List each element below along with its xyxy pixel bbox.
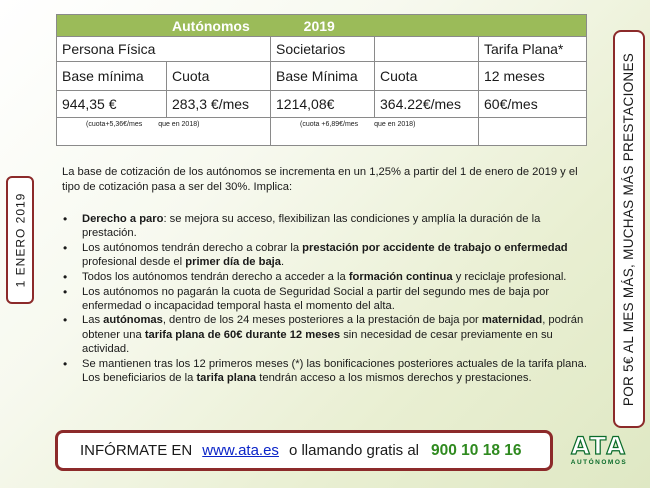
bullet-text: , dentro de los 24 meses posteriores a la prestación de baja por — [162, 314, 482, 327]
list-item — [62, 270, 587, 284]
note-persona-b: que en 2018) — [158, 121, 200, 128]
list-item — [62, 357, 587, 385]
note-societarios — [271, 118, 479, 146]
col-base-minima-persona: Base mínima — [57, 62, 167, 91]
col-meses: 12 meses — [479, 62, 587, 91]
val-base-persona: 944,35 € — [57, 91, 167, 118]
note-societarios-b: que en 2018) — [374, 121, 416, 128]
table-row — [57, 37, 587, 62]
list-item — [62, 313, 587, 356]
note-societarios-a: (cuota +6,89€/mes — [300, 121, 359, 128]
bullet-bold: prestación por accidente de trabajo o enfermedad — [302, 241, 568, 254]
bullet-text: Los autónomos no pagarán la cuota de Seguridad Social a partir del segundo mes de baja por enfermedad o incapacidad temporal hasta el momento del alta. — [82, 285, 550, 312]
val-base-societarios: 1214,08€ — [271, 91, 375, 118]
group-persona-fisica: Persona Física — [57, 37, 271, 62]
bullet-text: profesional desde el — [82, 256, 186, 269]
val-tarifa-plana: 60€/mes — [479, 91, 587, 118]
info-footer — [55, 430, 553, 471]
date-side-box — [6, 176, 34, 304]
date-label: 1 ENERO 2019 — [13, 192, 27, 288]
val-cuota-societarios: 364.22€/mes — [375, 91, 479, 118]
slogan-side-box — [613, 30, 645, 428]
list-item — [62, 212, 587, 240]
table-header — [57, 15, 587, 37]
footer-mid: o llamando gratis al — [288, 442, 420, 459]
contribution-table — [56, 14, 587, 146]
group-societarios: Societarios — [271, 37, 375, 62]
bullet-bold: tarifa plana — [196, 371, 257, 384]
website-link[interactable]: www.ata.es — [202, 442, 279, 459]
note-persona-a: (cuota+5,36€/mes — [86, 121, 143, 128]
list-item — [62, 241, 587, 269]
logo-mark: ATA — [571, 432, 627, 460]
bullet-text: sin necesidad de cesar previamente en su actividad. — [82, 328, 553, 355]
bullet-bold: autónomas — [103, 314, 163, 327]
table-title: Autónomos — [172, 17, 250, 34]
col-cuota-persona: Cuota — [167, 62, 271, 91]
bullet-bold: primer día de baja — [185, 256, 281, 269]
footer-pre: INFÓRMATE EN — [80, 442, 193, 459]
phone-number: 900 10 18 16 — [431, 441, 522, 459]
bullet-bold: formación continua — [348, 270, 453, 283]
bullet-bold: tarifa plana de 60€ durante 12 meses — [144, 328, 341, 341]
col-base-minima-societarios: Base Mínima — [271, 62, 375, 91]
logo-subtitle: AUTÓNOMOS — [570, 459, 628, 466]
bullet-text: , podrán obtener una — [82, 314, 584, 341]
bullet-bold: maternidad — [481, 314, 543, 327]
group-tarifa-plana: Tarifa Plana* — [479, 37, 587, 62]
bullet-bold: Derecho a paro — [82, 213, 164, 225]
table-row — [57, 91, 587, 118]
bullet-text: Todos los autónomos tendrán derecho a acceder a la — [82, 270, 349, 283]
bullet-text: Los autónomos tendrán derecho a cobrar la — [82, 241, 303, 254]
bullet-text: tendrán acceso a los mismos derechos y prestaciones. — [256, 371, 532, 384]
note-persona — [57, 118, 271, 146]
benefits-list — [62, 212, 587, 385]
table-row — [57, 62, 587, 91]
list-item — [62, 285, 587, 313]
intro-paragraph: La base de cotización de los autónomos se incrementa en un 1,25% a partir del 1 de enero de 2019 y el tipo de cotización pasa a ser del 30%. Implica: — [62, 166, 578, 193]
table-header-row — [57, 15, 587, 37]
slogan-label: POR 5€ AL MES MÁS, MUCHAS MÁS PRESTACIONES — [621, 52, 637, 406]
col-cuota-societarios: Cuota — [375, 62, 479, 91]
val-cuota-persona: 283,3 €/mes — [167, 91, 271, 118]
table-year: 2019 — [303, 17, 335, 34]
bullet-text: Las — [82, 314, 104, 327]
ata-logo — [567, 434, 631, 468]
empty-cell — [375, 37, 479, 62]
bullet-text: . — [281, 256, 285, 269]
bullet-text: y reciclaje profesional. — [452, 270, 567, 283]
bullet-text: : se mejora su acceso, flexibilizan las condiciones y amplía la duración de la prestación. — [82, 213, 541, 240]
table-row — [57, 118, 587, 146]
empty-cell — [479, 118, 587, 146]
bullet-text: Se mantienen tras los 12 primeros meses (*) las bonificaciones posteriores actuales de la tarifa plana. Los beneficiarios de la — [82, 357, 587, 384]
